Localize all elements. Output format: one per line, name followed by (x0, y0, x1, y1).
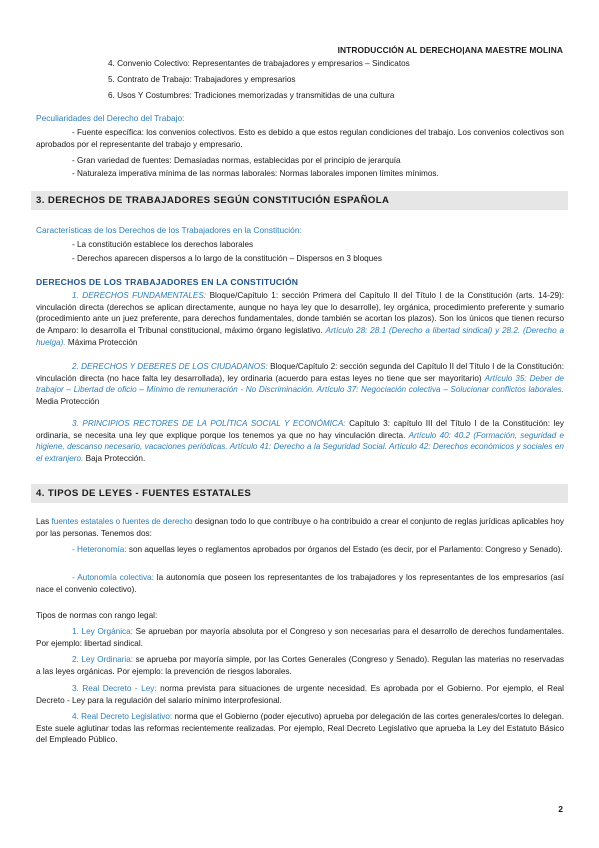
list-item: 6. Usos Y Costumbres: Tradiciones memorizadas y transmitidas de una cultura (108, 91, 395, 100)
fuentes-intro-paragraph (36, 516, 564, 539)
caracteristicas-heading: Características de los Derechos de los Trabajadores en la Constitución: (36, 225, 302, 235)
caracteristica-item: - Derechos aparecen dispersos a lo largo de la constitución – Dispersos en 3 bloques (72, 254, 382, 263)
paragraph-citation: Artículo 28: 28.1 (Derecho a libertad sindical) y 28.2. (Derecho a huelga). (36, 325, 564, 347)
list-item: 5. Contrato de Trabajo: Trabajadores y empresarios (108, 75, 296, 84)
paragraph-lead: 3. PRINCIPIOS RECTORES DE LA POLÍTICA SOCIAL Y ECONÓMICA: (72, 419, 346, 428)
paragraph-lead: 1. DERECHOS FUNDAMENTALES: (72, 291, 207, 300)
highlighted-term: - Heteronomía: (72, 545, 127, 554)
paragraph-text: son aquellas leyes o reglamentos aprobados por órganos del Estado (es decir, por el Parlamento: Congreso y Senado). (126, 545, 563, 554)
paragraph-text: Máxima Protección (65, 337, 138, 347)
paragraph-text: la autonomía que poseen los representantes de los trabajadores y los representantes de los empresarios (así nace el convenio colectivo). (36, 573, 564, 594)
paragraph-text: Bloque/Capítulo 1: sección Primera del Capítulo II del Título I de la Constitución (arts. 14-29): vinculación directa (derechos se aplican directamente, aunque no haya ley que lo desarrolle), ley orgánica, procedimiento preferente y sumario (procedimiento ante un juez preferente, para derechos fundamentales, donde también se acortan los plazos). Son los únicos que tienen recurso de Amparo: lo desarrolla el Tribunal constitucional, máximo órgano legislativo. (36, 291, 565, 335)
heteronomia-paragraph (36, 544, 564, 556)
peculiaridad-item: - Naturaleza imperativa mínima de las normas laborales: Normas laborales imponen límites mínimos. (72, 169, 439, 178)
principios-rectores-paragraph (36, 418, 564, 465)
paragraph-text: Capítulo 3: capítulo III del Título I de la Constitución: ley ordinaria, se necesita una ley que explique porque los tenemos ya que no hay vinculación directa. (36, 419, 564, 440)
peculiaridad-item: - Gran variedad de fuentes: Demasiadas normas, establecidas por el principio de jerarquía (72, 156, 401, 165)
paragraph-text: Media Protección (36, 396, 100, 406)
tipos-heading: Tipos de normas con rango legal: (36, 611, 158, 620)
ley-organica-paragraph (36, 626, 564, 649)
highlighted-term: 1. Ley Orgánica: (72, 627, 133, 636)
list-item: 4. Convenio Colectivo: Representantes de trabajadores y empresarios – Sindicatos (108, 59, 410, 68)
paragraph-text: Baja Protección. (83, 453, 146, 463)
autonomia-paragraph (36, 572, 564, 595)
paragraph-text: Se aprueban por mayoría absoluta por el Congreso y son necesarias para el desarrollo de derechos fundamentales. Por ejemplo: libertad sindical. (36, 627, 564, 648)
derechos-subheading: DERECHOS DE LOS TRABAJADORES EN LA CONSTITUCIÓN (36, 277, 299, 287)
highlighted-term: 3. Real Decreto - Ley: (72, 684, 157, 693)
highlighted-term: - Autonomía colectiva: (72, 573, 154, 582)
highlighted-term: fuentes estatales o fuentes de derecho (51, 517, 193, 526)
paragraph-lead: 2. DERECHOS Y DEBERES DE LOS CIUDADANOS: (72, 362, 268, 371)
derechos-fundamentales-paragraph (36, 290, 564, 348)
page-header: INTRODUCCIÓN AL DERECHO|ANA MAESTRE MOLINA (337, 45, 563, 55)
ley-ordinaria-paragraph (36, 654, 564, 677)
highlighted-term: 4. Real Decreto Legislativo: (72, 712, 173, 721)
paragraph-text: norma que el Gobierno (poder ejecutivo) aprueba por delegación de las cortes generales/cortes lo delegan. Este suele aglutinar todas las reformas recientemente realizadas. Por ejemplo, Real Decreto Legislativo que aprueba la Ley del Estatuto Básico del Empleado Público. (36, 712, 564, 745)
paragraph-text: Bloque/Capítulo 2: sección segunda del Capítulo II del Título I de la Constitución: vinculación directa (no hace falta ley desarrollada), ley ordinaria (acuerdo para estas leyes no tiene que ser mayoritario) (36, 362, 564, 383)
derechos-deberes-paragraph (36, 361, 564, 408)
paragraph-text: Las (36, 517, 52, 526)
highlighted-term: 2. Ley Ordinaria: (72, 655, 134, 664)
paragraph-citation: Artículo 40: 40.2 (Formación, seguridad e higiene, descanso necesario, vacaciones periódicas. Artículo 41: Derecho a la Seguridad Social. Artículo 42: Derechos económicos y sociales en el extranjero. (36, 430, 564, 463)
peculiaridades-heading: Peculiaridades del Derecho del Trabajo: (36, 113, 185, 123)
real-decreto-ley-paragraph (36, 683, 564, 706)
peculiaridad-item: - Fuente específica: los convenios colectivos. Esto es debido a que estos regulan condiciones del trabajo. Los convenios colectivos son aprobados por el representante del trabajo y empresario. (36, 128, 564, 149)
paragraph-text: se aprueba por mayoría simple, por las Cortes Generales (Congreso y Senado). Regulan las materias no reservadas a las leyes orgánicas. Por ejemplo: la prevención de riesgos laborales. (36, 655, 564, 676)
page-number: 2 (558, 804, 563, 814)
real-decreto-legislativo-paragraph (36, 711, 564, 746)
paragraph-text: designan todo lo que contribuye o ha contribuido a crear el conjunto de reglas jurídicas aplicables hoy por las personas. Tenemos dos: (36, 517, 564, 538)
section-heading-3: 3. DERECHOS DE TRABAJADORES SEGÚN CONSTITUCIÓN ESPAÑOLA (31, 191, 568, 210)
paragraph-text: norma prevista para situaciones de urgente necesidad. Es aprobada por el Gobierno. Por ejemplo, el Real Decreto - Ley para la regulación del salario mínimo interprofesional. (36, 684, 564, 705)
caracteristica-item: - La constitución establece los derechos laborales (72, 240, 254, 249)
section-heading-4: 4. TIPOS DE LEYES - FUENTES ESTATALES (31, 484, 568, 503)
paragraph-citation: Artículo 35: Deber de trabajor – Libertad de oficio – Mínimo de remuneración - No Discriminación. Artículo 37: Negociación colectiva – Solucionar conflictos laborales. (36, 373, 564, 395)
